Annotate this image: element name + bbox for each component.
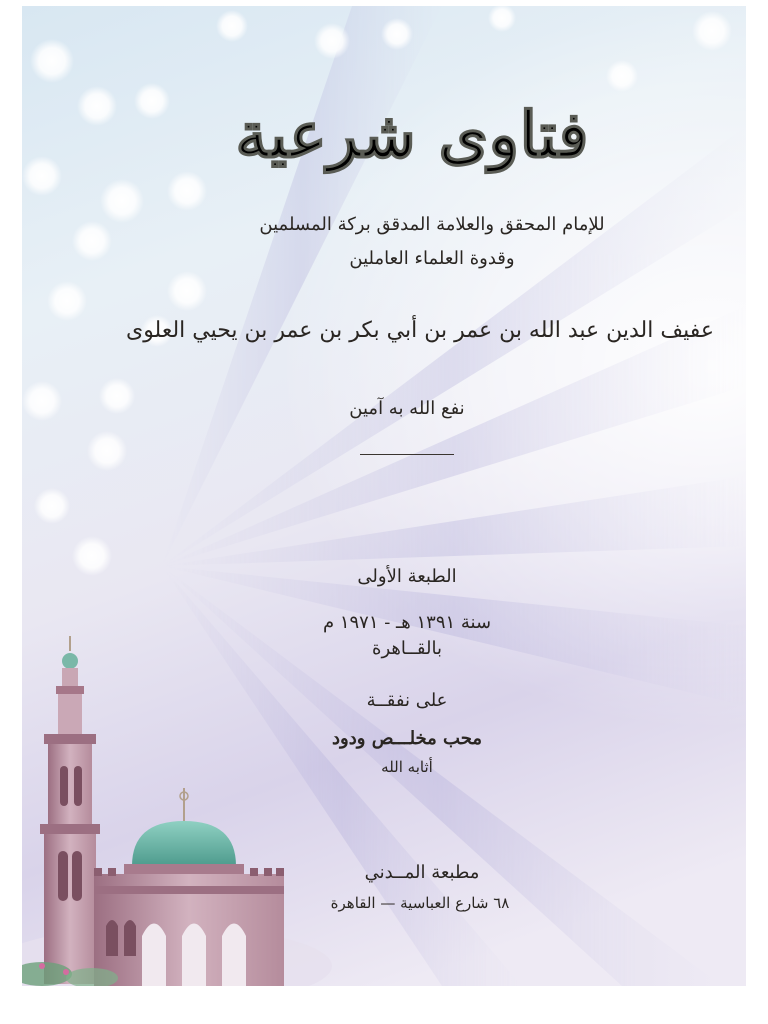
press-name: مطبعة المــدني [364,862,480,883]
funder-name: محب مخلـــص ودود [332,728,482,749]
funder-prayer: أثابه الله [381,758,433,776]
funded-by-label: على نفقــة [366,690,448,711]
book-title: فتاوى شرعية [235,98,589,173]
publication-city: بالقــاهرة [372,638,442,659]
cover-panel [22,6,746,986]
divider-rule [360,454,454,455]
prayer-line: نفع الله به آمين [349,398,465,419]
publication-year: سنة ١٣٩١ هـ - ١٩٧١ م [322,612,492,633]
edition-label: الطبعة الأولى [357,566,457,587]
cover-text [22,6,746,986]
subtitle-line-1: للإمام المحقق والعلامة المدقق بركة المسلمين [259,214,605,235]
subtitle-line-2: وقدوة العلماء العاملين [349,248,515,269]
author-name: عفيف الدين عبد الله بن عمر بن أبي بكر بن عمر بن يحيي العلوى [125,318,715,343]
press-address: ٦٨ شارع العباسية — القاهرة [330,894,510,912]
